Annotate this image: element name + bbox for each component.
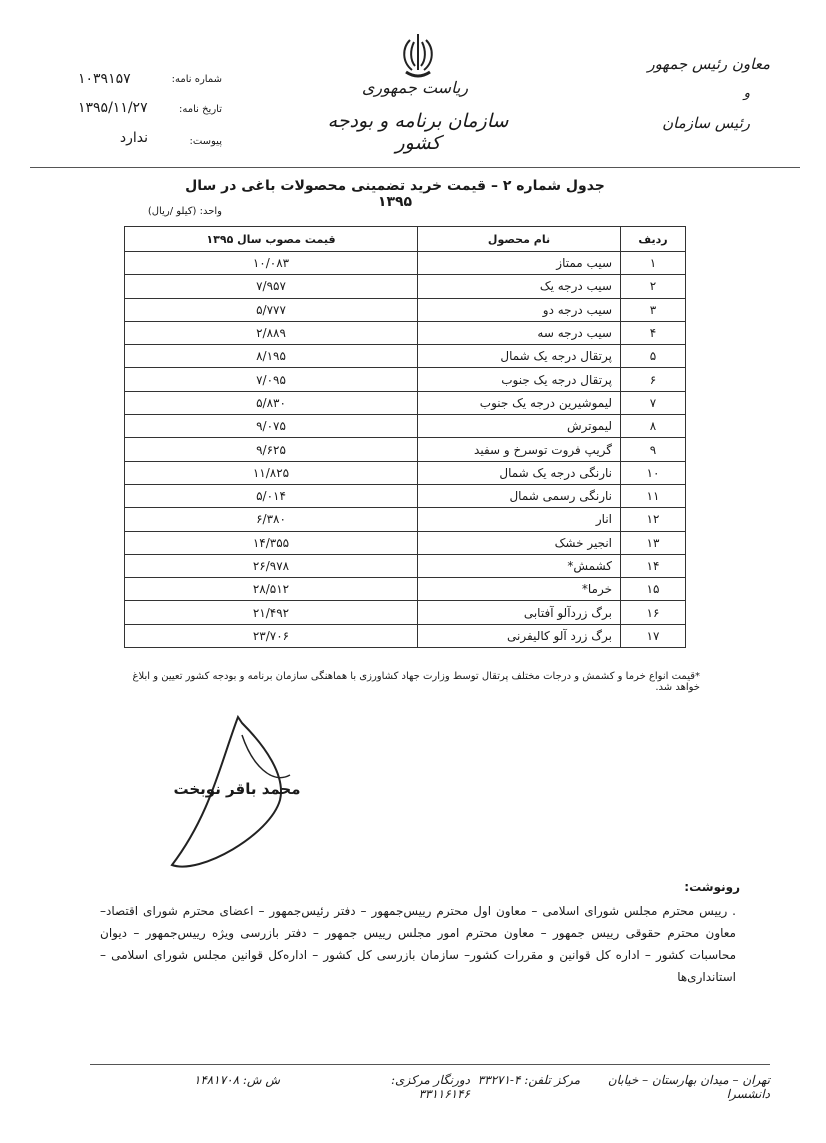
cc-recipients: . رییس محترم مجلس شورای اسلامی – معاون اول محترم رییس‌جمهور – دفتر رئیس‌جمهور – اعضای محترم شورای اقتصاد– معاون محترم حقوقی رییس جمهور – معاون محترم امور مجلس رییس جمهور – دفتر بازرسی ویژه رییس‌جمهور – دیوان محاسبات کشور – اداره کل قوانین و مقررات کشور– سازمان بازرسی کل کشور – اداره‌کل قوانین مجلس شورای اسلامی – استانداری‌ها — [100, 904, 736, 984]
table-row — [125, 484, 686, 507]
product-price: ۸/۱۹۵ — [125, 345, 418, 368]
table-row — [125, 321, 686, 344]
row-number: ۸ — [621, 415, 686, 438]
row-number: ۱ — [621, 252, 686, 275]
table-row — [125, 275, 686, 298]
sender-title-line2: و — [743, 86, 750, 101]
footer-divider — [90, 1064, 770, 1065]
table-row — [125, 438, 686, 461]
table-row — [125, 368, 686, 391]
unit-label: واحد: (کیلو /ریال) — [147, 206, 222, 217]
row-number: ۳ — [621, 298, 686, 321]
iran-emblem-icon — [396, 30, 440, 82]
product-price: ۱۴/۳۵۵ — [125, 531, 418, 554]
header-divider — [30, 167, 800, 168]
header-product-name: نام محصول — [418, 227, 621, 252]
product-name: پرتقال درجه یک جنوب — [418, 368, 621, 391]
signer-name: محمد باقر نوبخت — [173, 780, 301, 798]
product-price: ۱۱/۸۲۵ — [125, 461, 418, 484]
row-number: ۱۲ — [621, 508, 686, 531]
row-number: ۱۰ — [621, 461, 686, 484]
product-price: ۲۳/۷۰۶ — [125, 624, 418, 647]
table-row — [125, 298, 686, 321]
letter-date-value: ۱۳۹۵/۱۱/۲۷ — [78, 100, 148, 116]
letter-date-label: تاریخ نامه: — [179, 104, 222, 115]
product-name: نارنگی رسمی شمال — [418, 484, 621, 507]
product-name: سیب درجه یک — [418, 275, 621, 298]
attachment-value: ندارد — [119, 130, 148, 146]
table-header-row — [125, 227, 686, 252]
footer-phone: مرکز تلفن: ۴-۳۳۲۷۱ — [477, 1073, 580, 1087]
table-row — [125, 391, 686, 414]
header-approved-price: قیمت مصوب سال ۱۳۹۵ — [125, 227, 418, 252]
footer-postal: ش ش: ۱۴۸۱۷۰۸ — [193, 1073, 280, 1087]
letter-number-label: شماره نامه: — [171, 74, 222, 85]
product-price: ۲/۸۸۹ — [125, 321, 418, 344]
table-row — [125, 461, 686, 484]
product-name: انار — [418, 508, 621, 531]
table-row — [125, 578, 686, 601]
product-name: برگ زرد آلو کالیفرنی — [418, 624, 621, 647]
product-name: سیب ممتاز — [418, 252, 621, 275]
org-line-presidency: ریاست جمهوری — [361, 78, 469, 97]
row-number: ۷ — [621, 391, 686, 414]
product-price: ۱۰/۰۸۳ — [125, 252, 418, 275]
product-name: نارنگی درجه یک شمال — [418, 461, 621, 484]
table-row — [125, 415, 686, 438]
table-title: جدول شماره ۲ – قیمت خرید تضمینی محصولات باغی در سال ۱۳۹۵ — [185, 178, 605, 210]
product-price: ۵/۸۳۰ — [125, 391, 418, 414]
product-price: ۹/۰۷۵ — [125, 415, 418, 438]
row-number: ۱۱ — [621, 484, 686, 507]
product-price: ۲۶/۹۷۸ — [125, 554, 418, 577]
table-row — [125, 601, 686, 624]
table-row — [125, 554, 686, 577]
product-name: لیموترش — [418, 415, 621, 438]
row-number: ۲ — [621, 275, 686, 298]
product-price: ۷/۰۹۵ — [125, 368, 418, 391]
table-row — [125, 508, 686, 531]
table-footnote: *قیمت انواع خرما و کشمش و درجات مختلف پرتقال توسط وزارت جهاد کشاورزی با هماهنگی سازمان برنامه و بودجه کشور تعیین و ابلاغ خواهد شد. — [132, 671, 700, 693]
product-price: ۵/۷۷۷ — [125, 298, 418, 321]
product-name: سیب درجه دو — [418, 298, 621, 321]
product-name: کشمش* — [418, 554, 621, 577]
price-table — [124, 226, 686, 648]
row-number: ۱۶ — [621, 601, 686, 624]
table-row — [125, 252, 686, 275]
product-name: پرتقال درجه یک شمال — [418, 345, 621, 368]
table-row — [125, 624, 686, 647]
product-name: انجیر خشک — [418, 531, 621, 554]
sender-title-line1: معاون رئیس جمهور — [647, 55, 770, 73]
product-price: ۶/۳۸۰ — [125, 508, 418, 531]
row-number: ۱۵ — [621, 578, 686, 601]
product-price: ۹/۶۲۵ — [125, 438, 418, 461]
product-name: گریپ فروت توسرخ و سفید — [418, 438, 621, 461]
sender-title-line3: رئیس سازمان — [662, 114, 750, 132]
product-price: ۲۱/۴۹۲ — [125, 601, 418, 624]
footer-address: تهران – میدان بهارستان – خیابان دانشسرا — [607, 1073, 770, 1101]
letter-number-value: ۱۰۳۹۱۵۷ — [78, 71, 131, 87]
header-row-number: ردیف — [621, 227, 686, 252]
row-number: ۴ — [621, 321, 686, 344]
table-row — [125, 531, 686, 554]
row-number: ۱۳ — [621, 531, 686, 554]
row-number: ۹ — [621, 438, 686, 461]
row-number: ۶ — [621, 368, 686, 391]
product-price: ۵/۰۱۴ — [125, 484, 418, 507]
product-price: ۲۸/۵۱۲ — [125, 578, 418, 601]
attachment-label: پیوست: — [189, 136, 222, 147]
footer-fax: دورنگار مرکزی: ۳۳۱۱۶۱۴۶ — [391, 1073, 470, 1101]
table-row — [125, 345, 686, 368]
product-name: لیموشیرین درجه یک جنوب — [418, 391, 621, 414]
product-price: ۷/۹۵۷ — [125, 275, 418, 298]
product-name: سیب درجه سه — [418, 321, 621, 344]
row-number: ۱۴ — [621, 554, 686, 577]
product-name: خرما* — [418, 578, 621, 601]
cc-title: رونوشت: — [684, 880, 740, 894]
org-line-planning: سازمان برنامه و بودجه کشور — [327, 110, 509, 154]
product-name: برگ زردآلو آفتابی — [418, 601, 621, 624]
row-number: ۵ — [621, 345, 686, 368]
row-number: ۱۷ — [621, 624, 686, 647]
